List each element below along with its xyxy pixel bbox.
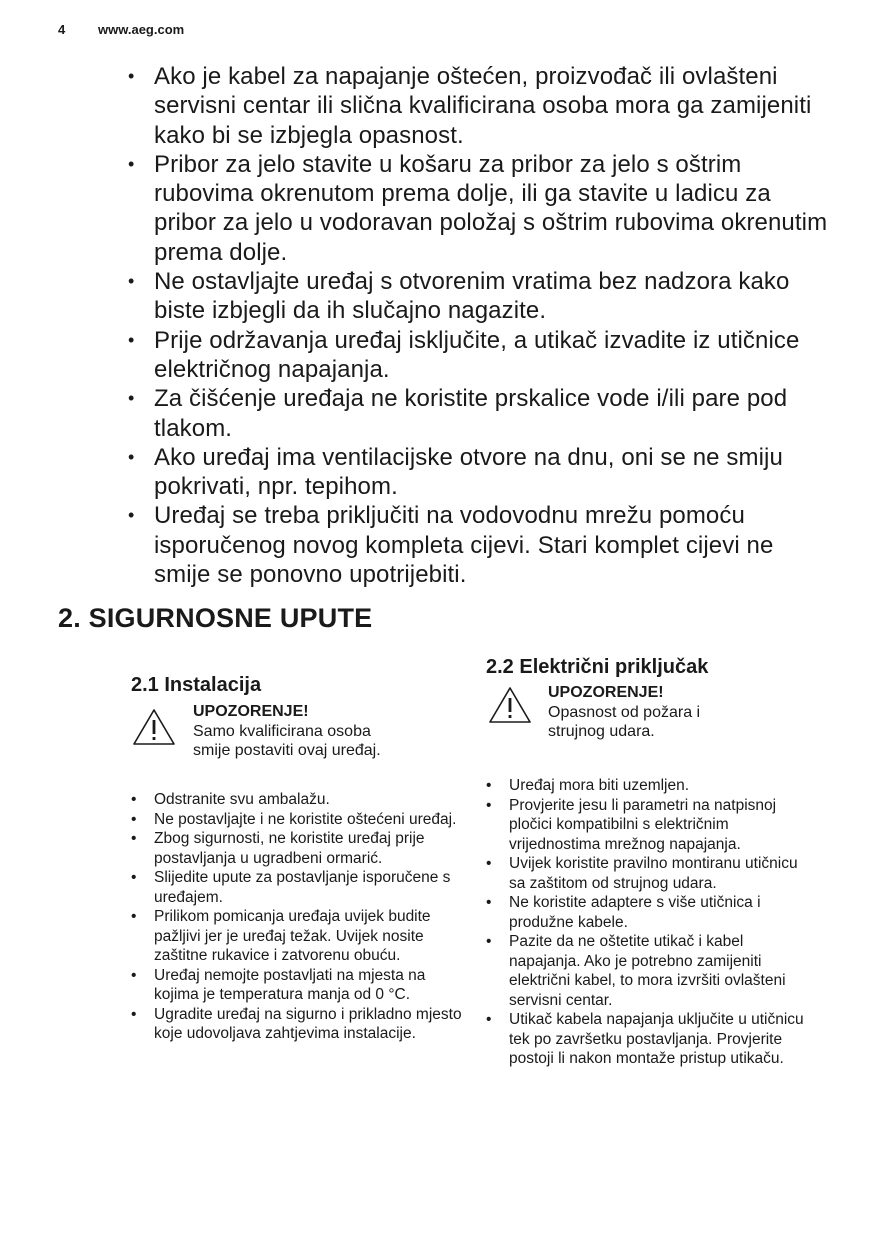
website-url: www.aeg.com [98,22,185,37]
electrical-column [486,654,826,1069]
warning-triangle-icon [132,708,176,746]
list-item: • Pribor za jelo stavite u košaru za pribor za jelo s oštrim rubovima okrenutom prema dolje, ili ga stavite u ladicu za pribor za jelo u vodoravan položaj s oštrim rubovima okrenutim prema dolje. [128,150,828,267]
list-item: • Uređaj nemojte postavljati na mjesta na kojima je temperatura manja od 0 °C. [131,966,471,1005]
list-item: • Provjerite jesu li parametri na natpisnoj pločici kompatibilni s električnim vrijednostima mrežnog napajanja. [486,796,816,855]
warning-text-block [193,702,403,761]
list-item: • Ako je kabel za napajanje oštećen, proizvođač ili ovlašteni servisni centar ili slična kvalificirana osoba mora ga zamijeniti kako bi se izbjegla opasnost. [128,62,828,150]
installation-warning [131,702,471,764]
warning-message: Opasnost od požara i strujnog udara. [548,703,701,741]
list-item: • Uređaj se treba priključiti na vodovodnu mrežu pomoću isporučenog novog kompleta cijevi. Stari komplet cijevi ne smije se ponovno upotrijebiti. [128,501,828,589]
page-number: 4 [58,22,66,37]
warning-title: UPOZORENJE! [548,684,664,701]
list-item: • Prije održavanja uređaj isključite, a utikač izvadite iz utičnice električnog napajanja. [128,326,828,385]
list-item: • Zbog sigurnosti, ne koristite uređaj prije postavljanja u ugradbeni ormarić. [131,829,471,868]
list-item: • Uređaj mora biti uzemljen. [486,776,816,796]
list-item: • Ne ostavljajte uređaj s otvorenim vratima bez nadzora kako biste izbjegli da ih slučajno nagazite. [128,267,828,326]
warning-triangle-icon [488,686,532,724]
warning-text-block [548,683,738,742]
list-item: • Uvijek koristite pravilno montiranu utičnicu sa zaštitom od strujnog udara. [486,854,816,893]
list-item: • Za čišćenje uređaja ne koristite prskalice vode i/ili pare pod tlakom. [128,384,828,443]
list-item: • Ne koristite adaptere s više utičnica i produžne kabele. [486,893,816,932]
installation-column [131,672,471,1044]
list-item: • Ne postavljajte i ne koristite oštećeni uređaj. [131,810,471,830]
electrical-bullet-list [486,776,816,1069]
installation-title: 2.1 Instalacija [131,674,262,696]
warning-message: Samo kvalificirana osoba smije postaviti ovaj uređaj. [193,722,381,760]
warning-title: UPOZORENJE! [193,703,309,720]
safety-bullet-list [128,62,828,589]
list-item: • Prilikom pomicanja uređaja uvijek budite pažljivi jer je uređaj težak. Uvijek nosite zaštitne rukavice i zatvorenu obuću. [131,907,471,966]
list-item: • Ako uređaj ima ventilacijske otvore na dnu, oni se ne smiju pokrivati, npr. tepihom. [128,443,828,502]
list-item: • Ugradite uređaj na sigurno i prikladno mjesto koje udovoljava zahtjevima instalacije. [131,1005,471,1044]
page-header [58,22,184,37]
electrical-warning [486,684,826,746]
electrical-title: 2.2 Električni priključak [486,656,709,678]
list-item: • Pazite da ne oštetite utikač i kabel napajanja. Ako je potrebno zamijeniti električni kabel, to mora izvršiti ovlašteni servisni centar. [486,932,816,1010]
installation-bullet-list [131,790,471,1044]
list-item: • Odstranite svu ambalažu. [131,790,471,810]
list-item: • Utikač kabela napajanja uključite u utičnicu tek po završetku postavljanja. Provjerite postoji li nakon montaže pristup utikaču. [486,1010,816,1069]
list-item: • Slijedite upute za postavljanje isporučene s uređajem. [131,868,471,907]
section-title: 2. SIGURNOSNE UPUTE [58,603,373,633]
